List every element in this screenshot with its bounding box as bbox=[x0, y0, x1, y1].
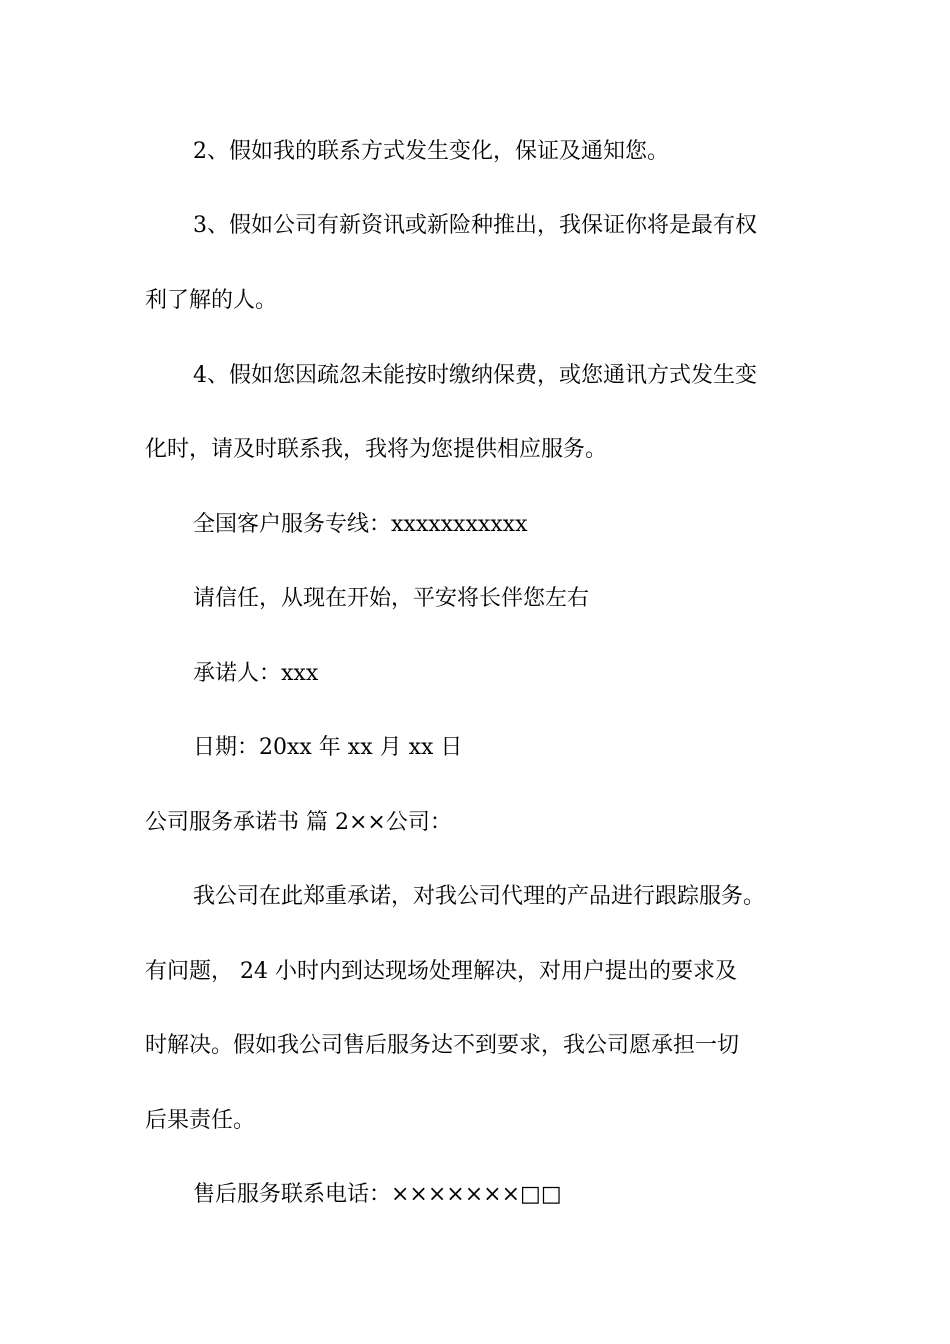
after-sales-phone: 售后服务联系电话：×××××××□□ bbox=[193, 1182, 562, 1207]
item-3-text: 3、假如公司有新资讯或新险种推出，我保证你将是最有权 bbox=[193, 213, 757, 238]
item-2-text: 2、假如我的联系方式发生变化，保证及通知您。 bbox=[193, 139, 669, 164]
promisor: 承诺人：xxx bbox=[193, 661, 319, 686]
commitment-paragraph-line-3: 时解决。假如我公司售后服务达不到要求，我公司愿承担一切 bbox=[145, 1033, 740, 1058]
commitment-paragraph-line-4: 后果责任。 bbox=[145, 1108, 256, 1133]
trust-statement: 请信任，从现在开始，平安将长伴您左右 bbox=[193, 586, 590, 611]
commitment-paragraph-line-1: 我公司在此郑重承诺，对我公司代理的产品进行跟踪服务。 bbox=[193, 884, 766, 909]
date-line: 日期：20xx 年 xx 月 xx 日 bbox=[193, 735, 463, 760]
item-3-text-continued: 利了解的人。 bbox=[145, 288, 278, 313]
item-4-text: 4、假如您因疏忽未能按时缴纳保费，或您通讯方式发生变 bbox=[193, 363, 757, 388]
item-4-text-continued: 化时，请及时联系我，我将为您提供相应服务。 bbox=[145, 437, 608, 462]
service-hotline: 全国客户服务专线：xxxxxxxxxxx bbox=[193, 512, 528, 537]
section-heading: 公司服务承诺书 篇 2××公司： bbox=[145, 810, 452, 835]
commitment-paragraph-line-2: 有问题， 24 小时内到达现场处理解决，对用户提出的要求及 bbox=[145, 959, 737, 984]
